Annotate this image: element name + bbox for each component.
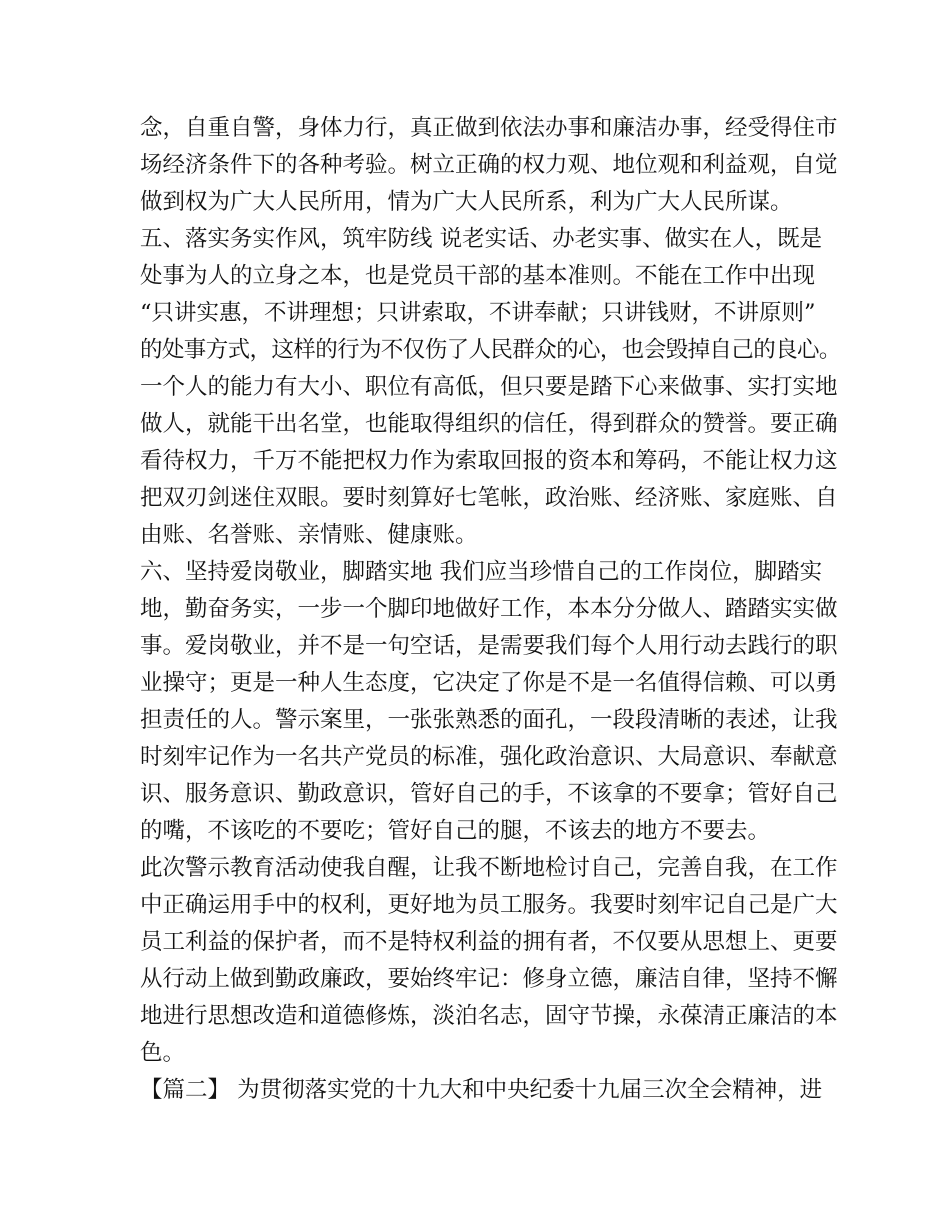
section-heading-line: 【篇二】 为贯彻落实党的十九大和中央纪委十九届三次全会精神，进 — [140, 1077, 823, 1103]
text-line: 从行动上做到勤政廉政，要始终牢记：修身立德，廉洁自律，坚持不懈 — [140, 966, 838, 992]
text-line: 由账、名誉账、亲情账、健康账。 — [140, 522, 478, 548]
text-line: 看待权力，千万不能把权力作为索取回报的资本和筹码，不能让权力这 — [140, 448, 838, 474]
text-line: “只讲实惠，不讲理想；只讲索取，不讲奉献；只讲钱财，不讲原则” — [140, 300, 816, 326]
text-line: 色。 — [140, 1040, 186, 1066]
text-line: 念，自重自警，身体力行，真正做到依法办事和廉洁办事，经受得住市 — [140, 115, 838, 141]
text-line: 把双刃剑迷住双眼。要时刻算好七笔帐，政治账、经济账、家庭账、自 — [140, 485, 838, 511]
text-line: 的嘴，不该吃的不要吃；管好自己的腿，不该去的地方不要去。 — [140, 818, 771, 844]
body-text — [140, 110, 841, 1109]
text-line: 时刻牢记作为一名共产党员的标准，强化政治意识、大局意识、奉献意 — [140, 744, 838, 770]
text-line: 做到权为广大人民所用，情为广大人民所系，利为广大人民所谋。 — [140, 189, 793, 215]
section-heading-line: 六、坚持爱岗敬业，脚踏实地 我们应当珍惜自己的工作岗位，脚踏实 — [140, 559, 823, 585]
text-line: 地，勤奋务实，一步一个脚印地做好工作，本本分分做人、踏踏实实做 — [140, 596, 838, 622]
text-line: 中正确运用手中的权利，更好地为员工服务。我要时刻牢记自己是广大 — [140, 892, 838, 918]
text-line: 业操守；更是一种人生态度，它决定了你是不是一名值得信赖、可以勇 — [140, 670, 838, 696]
section-heading-line: 五、落实务实作风，筑牢防线 说老实话、办老实事、做实在人，既是 — [140, 226, 823, 252]
text-line: 场经济条件下的各种考验。树立正确的权力观、地位观和利益观，自觉 — [140, 152, 838, 178]
text-line: 识、服务意识、勤政意识，管好自己的手，不该拿的不要拿；管好自己 — [140, 781, 838, 807]
text-line: 做人，就能干出名堂，也能取得组织的信任，得到群众的赞誉。要正确 — [140, 411, 838, 437]
text-line: 处事为人的立身之本，也是党员干部的基本准则。不能在工作中出现 — [140, 263, 816, 289]
text-line: 地进行思想改造和道德修炼，淡泊名志，固守节操，永葆清正廉洁的本 — [140, 1003, 838, 1029]
text-line: 担责任的人。警示案里，一张张熟悉的面孔，一段段清晰的表述，让我 — [140, 707, 838, 733]
text-line: 的处事方式，这样的行为不仅伤了人民群众的心，也会毁掉自己的良心。 — [140, 337, 841, 363]
text-line: 一个人的能力有大小、职位有高低，但只要是踏下心来做事、实打实地 — [140, 374, 838, 400]
text-line: 此次警示教育活动使我自醒，让我不断地检讨自己，完善自我，在工作 — [140, 855, 838, 881]
text-line: 事。爱岗敬业，并不是一句空话，是需要我们每个人用行动去践行的职 — [140, 633, 838, 659]
text-line: 员工利益的保护者，而不是特权利益的拥有者，不仅要从思想上、更要 — [140, 929, 838, 955]
